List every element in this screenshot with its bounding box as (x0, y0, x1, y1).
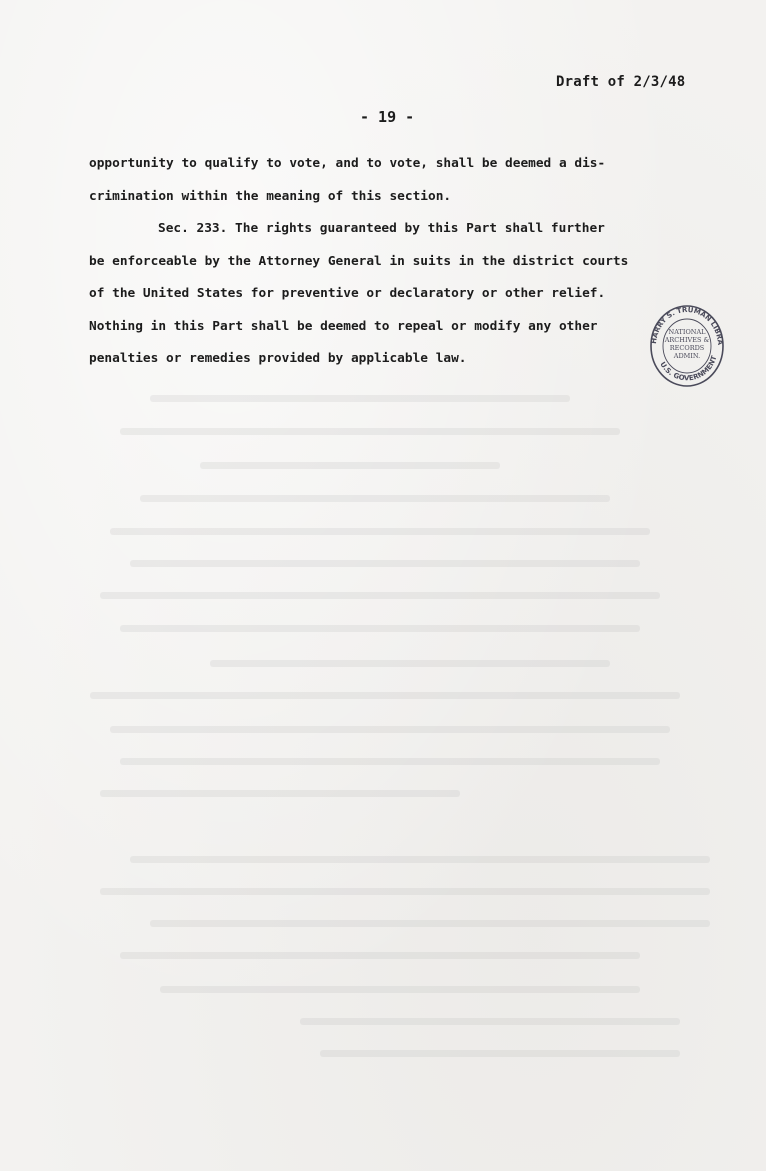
page-number: - 19 - (360, 108, 415, 126)
draft-date-header: Draft of 2/3/48 (556, 74, 686, 90)
archive-seal-icon (648, 302, 726, 388)
svg-text:U.S. GOVERNMENT: U.S. GOVERNMENT (658, 354, 719, 383)
body-line: be enforceable by the Attorney General in suits in the district courts (89, 253, 629, 269)
body-line: Nothing in this Part shall be deemed to repeal or modify any other (89, 318, 598, 334)
truman-library-stamp (648, 302, 726, 388)
svg-text:HARRY S. TRUMAN LIBRARY: HARRY S. TRUMAN LIBRA (649, 305, 725, 346)
body-line: penalties or remedies provided by applicable law. (89, 351, 467, 366)
svg-text:NATIONALARCHIVES &RECORDSADMIN: NATIONAL ARCHIVES & RECORDS ADMIN. (664, 328, 710, 360)
section-233-opening: Sec. 233. The rights guaranteed by this Part shall further (158, 221, 605, 236)
body-line: opportunity to qualify to vote, and to vote, shall be deemed a dis- (89, 156, 606, 171)
document-body (89, 148, 669, 376)
body-line: crimination within the meaning of this section. (89, 188, 452, 204)
body-line: of the United States for preventive or declaratory or other relief. (89, 286, 606, 301)
